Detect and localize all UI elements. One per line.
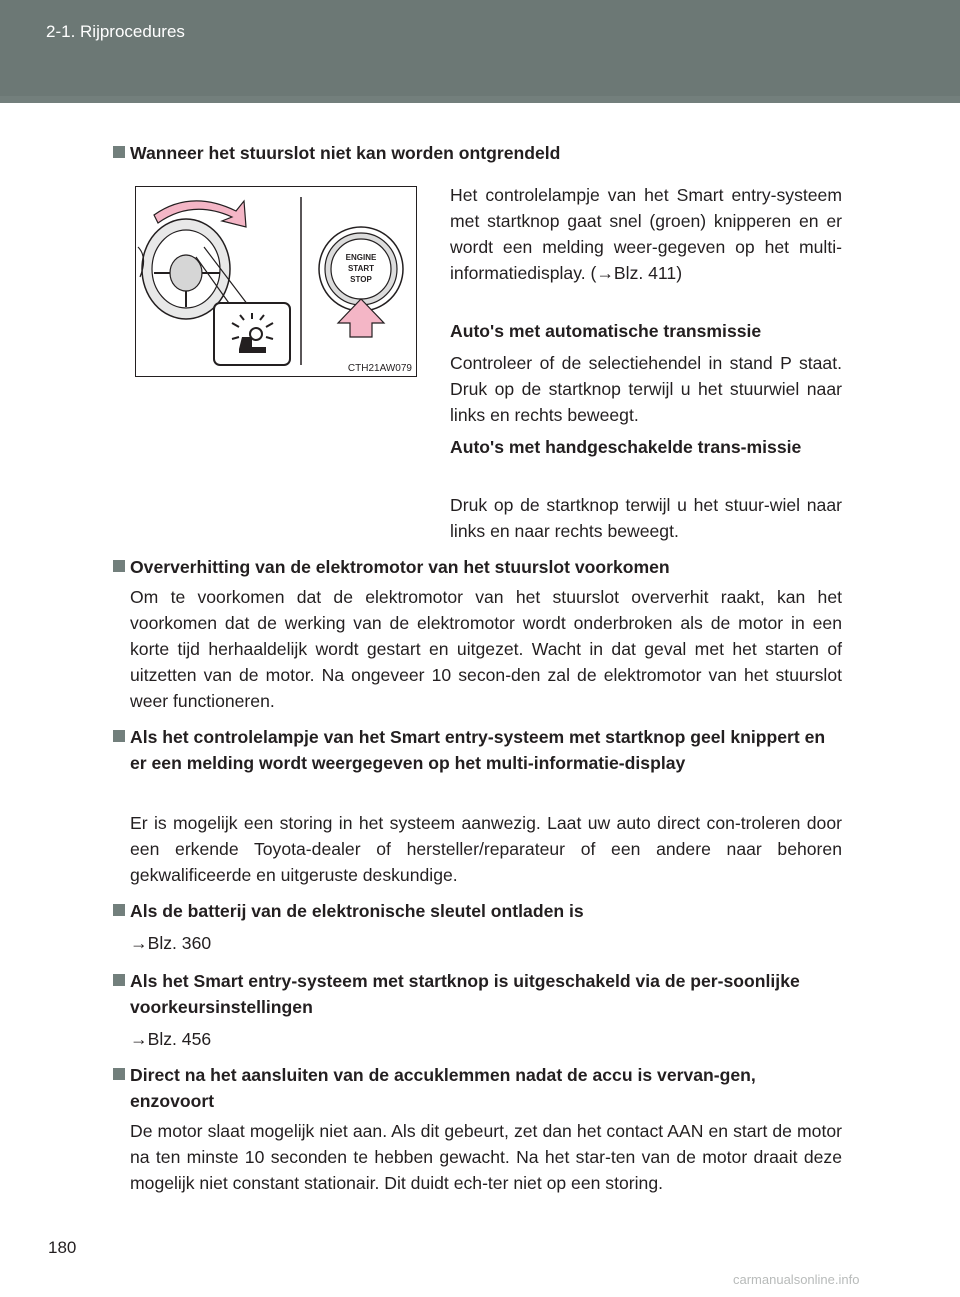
watermark: carmanualsonline.info: [733, 1272, 860, 1287]
intro-text: Het controlelampje van het Smart entry-systeem met startknop gaat snel (groen) knipperen en er wordt een melding weer-gegeven op het multi-informatiedisplay. (→Blz. 411): [450, 185, 842, 283]
heading-text: Oververhitting van de elektromotor van het stuurslot voorkomen: [130, 557, 670, 577]
bullet-square-icon: [113, 560, 125, 572]
disabled-ref: →Blz. 456: [130, 1029, 212, 1049]
heading-overheating: [130, 554, 842, 580]
heading-battery: [130, 898, 842, 924]
bullet-square-icon: [113, 974, 125, 986]
bullet-square-icon: [113, 904, 125, 916]
overheating-text: Om te voorkomen dat de elektromotor van het stuurslot oververhit raakt, kan het voorkomen dat de werking van de elektromotor wordt onderbroken als de motor in een korte tijd herhaaldelijk wordt gestart en uitgezet. Wacht in dat geval met het starten of uitzetten van de motor. Na ongeveer 10 secon-den zal de elektromotor van het stuurslot weer functioneren.: [130, 587, 842, 711]
header-band: [0, 0, 960, 96]
page-number: 180: [48, 1238, 77, 1257]
battery-ref: →Blz. 360: [130, 933, 212, 953]
heading-text: Als het controlelampje van het Smart entry-systeem met startknop geel knippert en er een melding wordt weergegeven op het multi-informatie-display: [130, 727, 826, 773]
button-text-stop: STOP: [350, 275, 372, 284]
bullet-square-icon: [113, 146, 125, 158]
heading-battery-replaced: [130, 1062, 842, 1114]
indicator-box: [214, 303, 290, 365]
heading-disabled: [130, 968, 842, 1020]
sub-heading-manual: Auto's met handgeschakelde trans-missie: [450, 437, 802, 457]
button-text-engine: ENGINE: [345, 253, 377, 262]
automatic-text: Controleer of de selectiehendel in stand P staat. Druk op de startknop terwijl u het stuurwiel naar links en rechts beweegt.: [450, 353, 842, 425]
page-header: [0, 0, 960, 103]
sub-heading-automatic: Auto's met automatische transmissie: [450, 321, 762, 341]
heading-yellow-lamp: [130, 724, 842, 776]
bullet-square-icon: [113, 730, 125, 742]
section-title: 2-1. Rijprocedures: [46, 22, 185, 41]
heading-text: Direct na het aansluiten van de accuklemmen nadat de accu is vervan-gen, enzovoort: [130, 1065, 756, 1111]
figure-code: CTH21AW079: [347, 363, 412, 374]
button-text-start: START: [347, 264, 375, 273]
yellow-lamp-text: Er is mogelijk een storing in het systeem aanwezig. Laat uw auto direct con-troleren door een erkende Toyota-dealer of hersteller/reparateur of een andere naar behoren gekwalificeerde en uitgeruste deskundige.: [130, 813, 842, 885]
bullet-square-icon: [113, 1068, 125, 1080]
heading-text: Als het Smart entry-systeem met startknop is uitgeschakeld via de per-soonlijke voorkeursinstellingen: [130, 971, 800, 1017]
heading-steering-lock: [130, 140, 842, 166]
figure-steering-start-button: [135, 186, 417, 377]
battery-replaced-text: De motor slaat mogelijk niet aan. Als dit gebeurt, zet dan het contact AAN en start de motor na ten minste 10 seconden te hebben gewacht. Na het star-ten van de motor draait deze mogelijk niet constant stationair. Dit duidt ech-ter niet op een storing.: [130, 1121, 842, 1193]
manual-text: Druk op de startknop terwijl u het stuur-wiel naar links en naar rechts beweegt.: [450, 495, 842, 541]
heading-text: Als de batterij van de elektronische sleutel ontladen is: [130, 901, 584, 921]
heading-text: Wanneer het stuurslot niet kan worden ontgrendeld: [130, 143, 561, 163]
steering-wheel-illustration: [136, 187, 416, 376]
